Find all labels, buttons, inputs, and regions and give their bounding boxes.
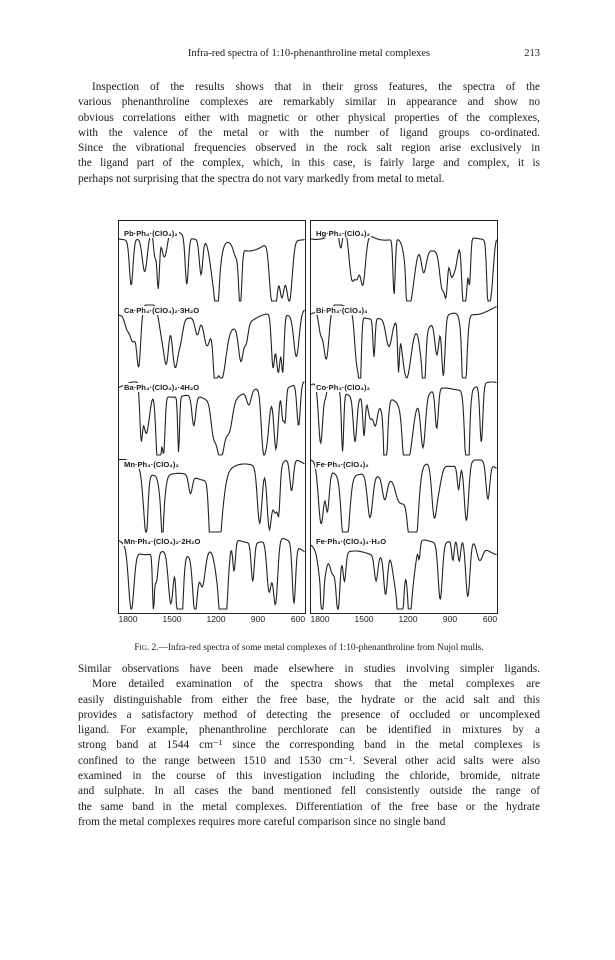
- text-line: More detailed examination of the spectra shows that the metal complexes are: [92, 678, 540, 691]
- spectrum-line: [311, 231, 497, 301]
- spectrum-line: [311, 305, 497, 378]
- text-line: Since the vibrational frequencies observed in the rock salt region arise exclusively in: [78, 142, 540, 155]
- tick-label: 1800: [118, 614, 138, 624]
- text-line: with the valence of the metal or with the number of ligand groups co-ordinated.: [78, 126, 540, 139]
- spectrum-label: Ca·Ph₄·(ClO₄)₂·3H₂O: [124, 306, 200, 315]
- tick-label: 1800: [310, 614, 330, 624]
- spectrum-line: [119, 305, 305, 378]
- tick-label: 600: [482, 614, 498, 624]
- text-line: the ligand part of the complex, which, in this case, is fairly large and complex, it is: [78, 157, 540, 170]
- tick-label: 1200: [398, 614, 418, 624]
- spectrum-label: Co·Ph₃·(ClO₄)₂: [316, 383, 370, 392]
- text-line: ligand. For example, phenanthroline perchlorate can be identified in mixtures by a: [78, 724, 540, 737]
- figure-spectra: [118, 220, 615, 640]
- spectrum-line: [119, 539, 305, 610]
- text-line: confined to the range between 1510 and 1530 cm⁻¹. Several other acid salts were also: [78, 754, 540, 767]
- caption-prefix: Fig. 2.: [134, 643, 159, 653]
- figure-caption: [78, 643, 540, 653]
- spectrum-line: [119, 459, 305, 532]
- running-title: Infra-red spectra of 1:10-phenanthroline metal complexes: [187, 48, 431, 59]
- spectrum-label: Mn·Ph₃·(ClO₄)₂: [124, 460, 179, 469]
- spectrum-line: [311, 540, 497, 609]
- text-line: the same band in the metal complexes. Differentiation of the free base or the hydrate: [78, 800, 540, 813]
- tick-label: 900: [442, 614, 458, 624]
- tick-label: 1500: [354, 614, 374, 624]
- text-line: perhaps not surprising that the spectra do not vary markedly from metal to metal.: [78, 172, 445, 185]
- text-line: provides a satisfactory method of detecting the presence of occluded or uncomplexed: [78, 708, 540, 721]
- text-line: examined in the course of this investigation including the chloride, bromide, nitrate: [78, 770, 540, 783]
- paragraph-intro: [78, 80, 540, 187]
- text-line: various phenanthroline complexes are remarkably similar in appearance and show no: [78, 96, 540, 109]
- text-line: strong band at 1544 cm⁻¹ since the corresponding band in the metal complexes is: [78, 739, 540, 752]
- tick-label: 900: [250, 614, 266, 624]
- spectrum-line: [119, 230, 305, 301]
- text-line: Similar observations have been made elsewhere in studies involving simpler ligands.: [78, 663, 540, 675]
- tick-label: 1200: [206, 614, 226, 624]
- spectra-panel-right: [310, 220, 498, 614]
- spectrum-label: Hg·Ph₃·(ClO₄)₂: [316, 229, 370, 238]
- spectrum-label: Ba·Ph₄·(ClO₄)₂·4H₂O: [124, 383, 200, 392]
- text-line: obvious correlations either with magnetic or other physical properties of the complexes,: [78, 111, 540, 124]
- spectrum-label: Fe·Ph₃·(ClO₄)₃·H₂O: [316, 537, 387, 546]
- spectrum-label: Pb·Ph₄·(ClO₄)₂: [124, 229, 178, 238]
- spectrum-label: Mn·Ph₄·(ClO₄)₂·2H₂O: [124, 537, 201, 546]
- page-number: 213: [524, 48, 540, 59]
- spectrum-line: [311, 460, 497, 532]
- text-line: and sulphate. In all cases the band mentioned fell consistently outside the range of: [78, 785, 540, 798]
- tick-label: 1500: [162, 614, 182, 624]
- text-line: from the metal complexes requires more careful comparison since no single band: [78, 815, 446, 828]
- spectrum-line: [311, 382, 497, 455]
- paragraph-discussion: [78, 662, 540, 830]
- spectrum-line: [119, 382, 305, 455]
- text-line: easily distinguishable from either the free base, the hydrate or the acid salt and this: [78, 693, 540, 706]
- running-header: [78, 48, 540, 64]
- spectrum-label: Bi·Ph₃·(ClO₄)₃: [316, 306, 368, 315]
- spectrum-label: Fe·Ph₃·(ClO₄)₂: [316, 460, 369, 469]
- text-line: Inspection of the results shows that in their gross features, the spectra of the: [92, 81, 540, 93]
- tick-label: 600: [290, 614, 306, 624]
- caption-text: —Infra-red spectra of some metal complexes of 1:10-phenanthroline from Nujol mulls.: [158, 643, 484, 653]
- spectra-panel-left: [118, 220, 306, 614]
